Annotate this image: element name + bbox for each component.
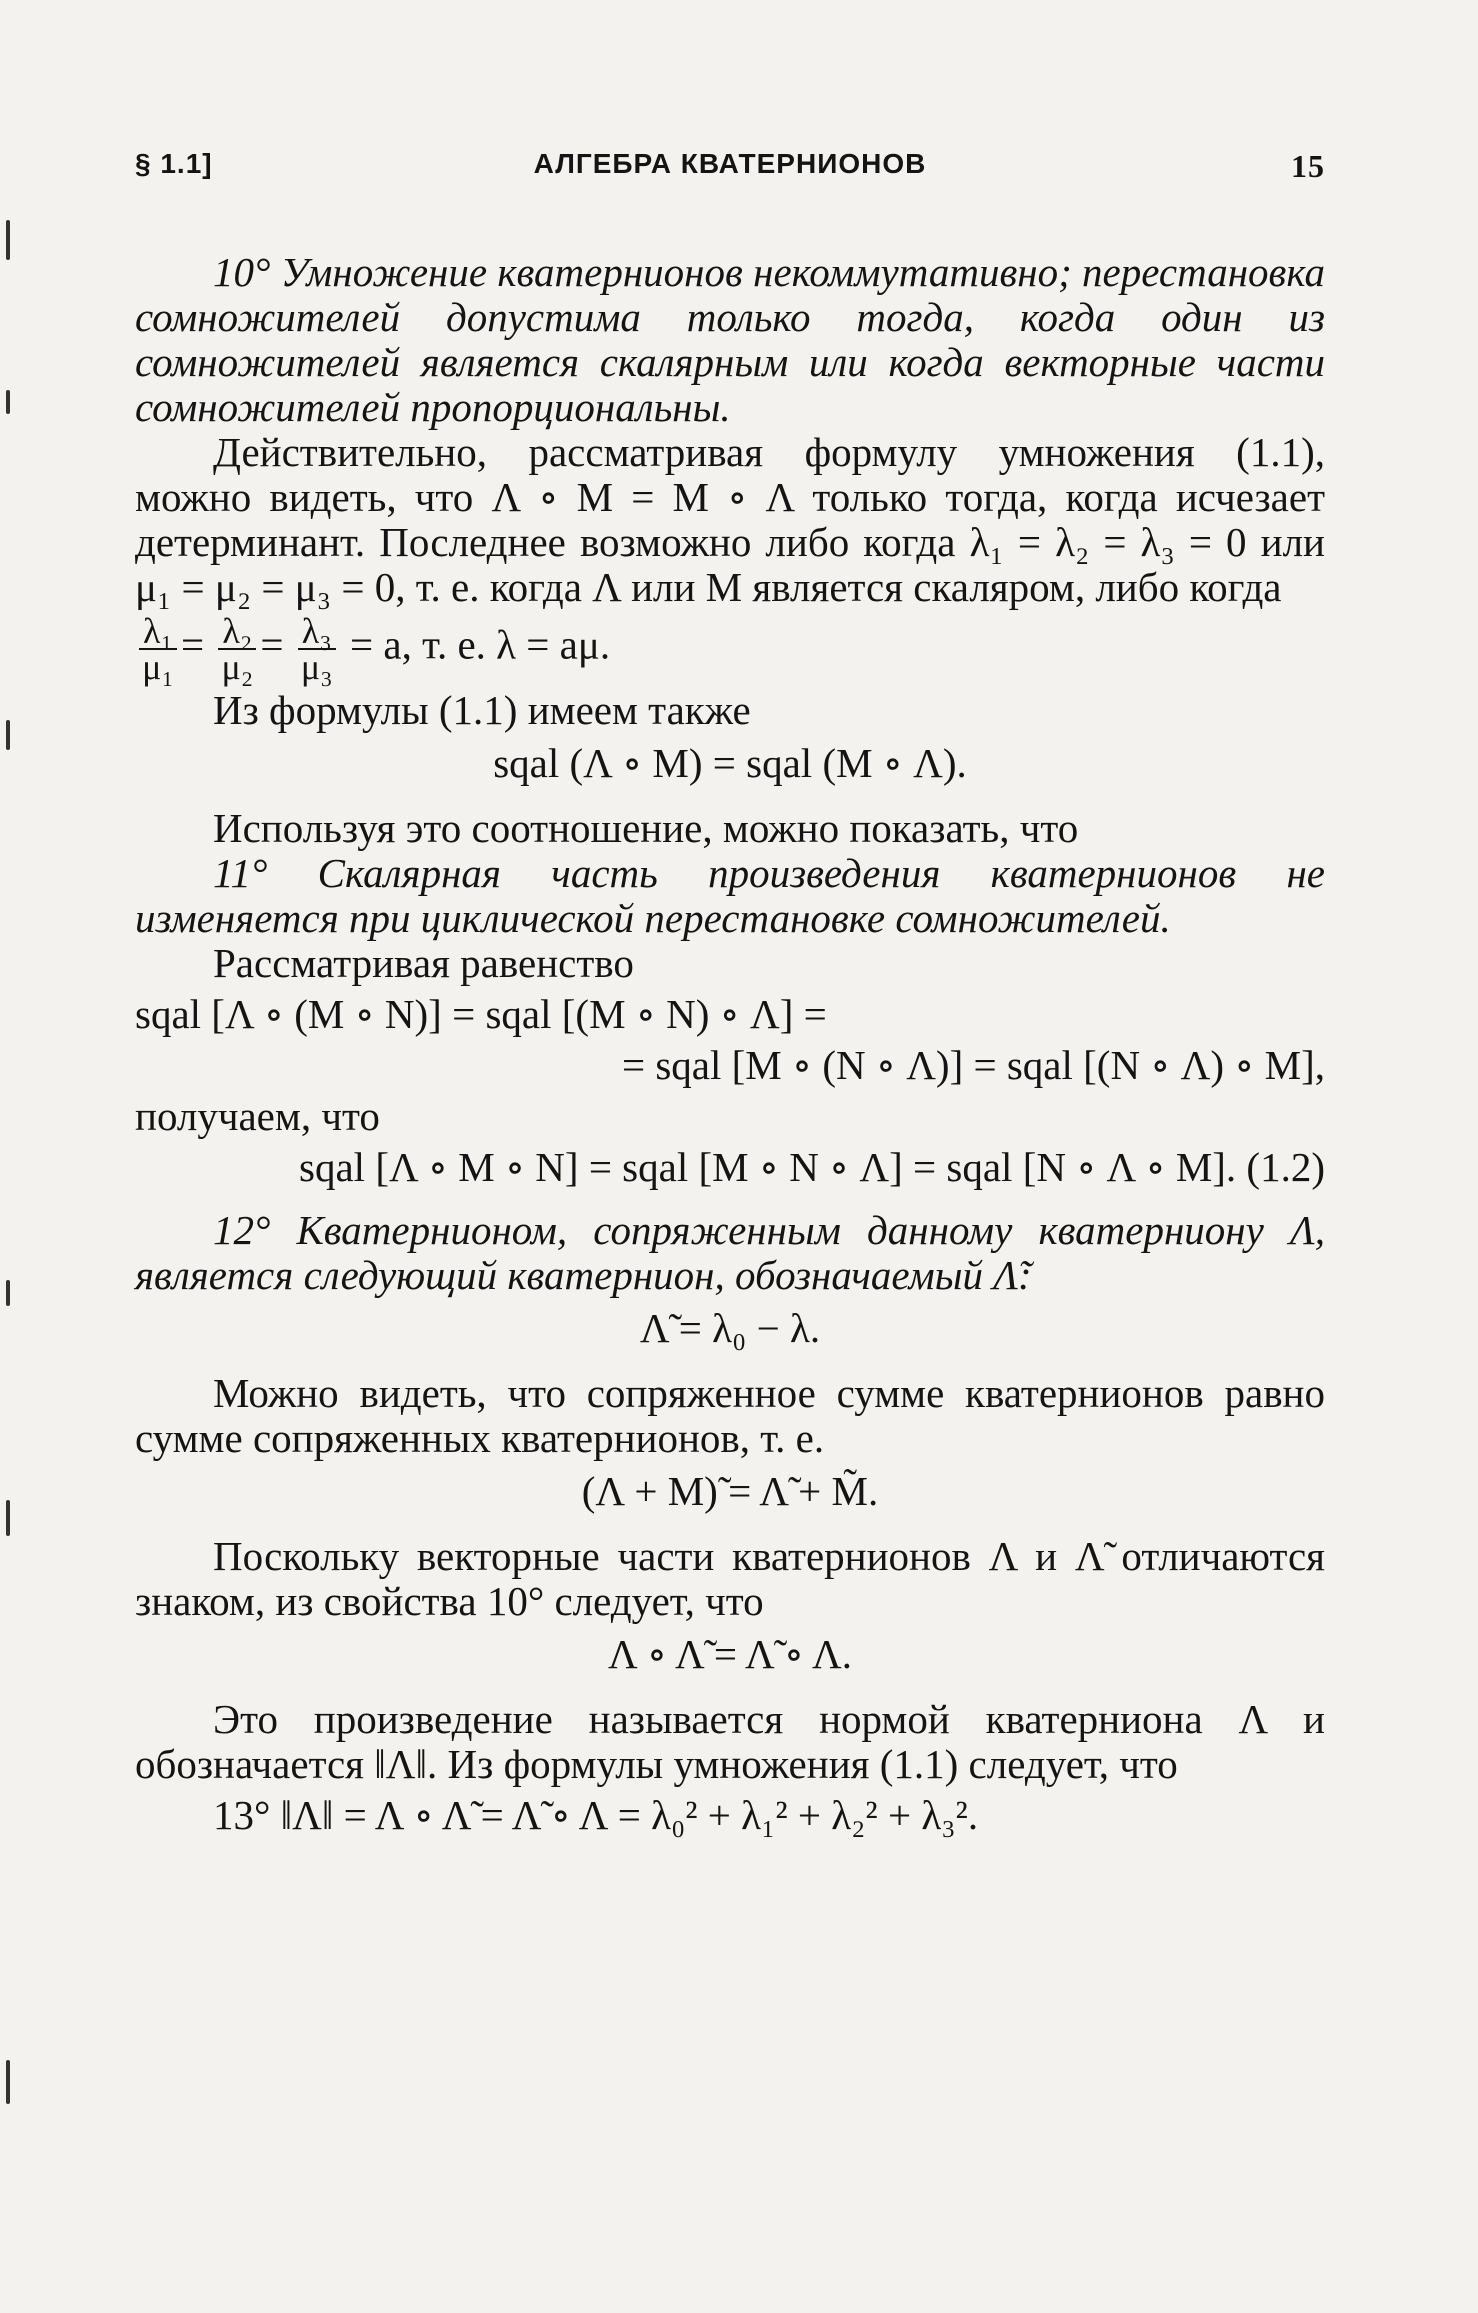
header-title: АЛГЕБРА КВАТЕРНИОНОВ bbox=[533, 148, 927, 179]
paragraph-conjugate-sum: Можно видеть, что сопряженное сумме кватернионов равно сумме сопряженных кватернионов, т. е. bbox=[135, 1370, 1325, 1461]
margin-mark bbox=[6, 2060, 10, 2104]
page-number: 15 bbox=[1291, 148, 1325, 184]
paragraph-norm: Это произведение называется нормой кватерниона Λ и обозначается ‖Λ‖. Из формулы умножения (1.1) следует, что bbox=[135, 1696, 1325, 1787]
paragraph-we-get: получаем, что bbox=[135, 1093, 380, 1139]
property-12: 12° Кватернионом, сопряженным данному кватерниону Λ, является следующий кватернион, обозначаемый Λ̃: bbox=[135, 1207, 1325, 1298]
page-body bbox=[135, 250, 1325, 1844]
property-10: 10° Умножение кватернионов некоммутативно; перестановка сомножителей допустима только тогда, когда один из сомножителей является скалярным или когда векторные части сомножителей пропорциональны. bbox=[135, 249, 1325, 430]
paragraph-proof-10: Действительно, рассматривая формулу умножения (1.1), можно видеть, что Λ ∘ M = M ∘ Λ только тогда, когда исчезает детерминант. Последнее возможно либо когда λ₁ = λ₂ = λ₃ = 0 или μ₁ = μ₂ = μ₃ = 0, т. е. когда Λ или M является скаляром, либо когда bbox=[135, 429, 1325, 610]
paragraph-considering: Рассматривая равенство bbox=[213, 940, 634, 986]
equation-cyclic-line2: = sqal [M ∘ (N ∘ Λ)] = sqal [(N ∘ Λ) ∘ M], bbox=[621, 1042, 1325, 1088]
equation-conjugate: Λ̃ = λ₀ − λ. bbox=[639, 1305, 821, 1351]
margin-mark bbox=[6, 390, 10, 414]
equation-cyclic-line1: sqal [Λ ∘ (M ∘ N)] = sqal [(M ∘ N) ∘ Λ] = bbox=[135, 991, 827, 1037]
book-page bbox=[135, 0, 1325, 2313]
paragraph-from-formula: Из формулы (1.1) имеем также bbox=[213, 687, 751, 733]
ratio-formula: $\frac{\text{λ₁}}{\text{μ₁}}$ = $\frac{\text{λ₂}}{\text{μ₂}}$ = $\frac{\text{λ₃}}{\text{μ₃}}$ = a, т. е. λ = aμ. bbox=[135, 614, 1325, 684]
equation-conjugate-sum: (Λ + M)̃ = Λ̃ + M̃. bbox=[581, 1468, 879, 1514]
paragraph-vector-parts: Поскольку векторные части кватернионов Λ и Λ̃ отличаются знаком, из свойства 10° следует, что bbox=[135, 1533, 1325, 1624]
margin-mark bbox=[6, 1500, 10, 1536]
equation-sqal-commute: sqal (Λ ∘ M) = sqal (M ∘ Λ). bbox=[493, 740, 967, 786]
property-13-norm: 13° ‖Λ‖ = Λ ∘ Λ̃ = Λ̃ ∘ Λ = λ₀² + λ₁² + λ₂² + λ₃². bbox=[213, 1792, 979, 1838]
paragraph-using-relation: Используя это соотношение, можно показать, что bbox=[213, 805, 1079, 851]
fraction-3: $\frac{\text{λ₃}}{\text{μ₃}}$ bbox=[298, 614, 336, 684]
margin-mark bbox=[6, 720, 10, 750]
property-11: 11° Скалярная часть произведения кватернионов не изменяется при циклической перестановке сомножителей. bbox=[135, 850, 1325, 941]
equation-commute-conjugate: Λ ∘ Λ̃ = Λ̃ ∘ Λ. bbox=[607, 1631, 853, 1677]
margin-mark bbox=[6, 1280, 10, 1306]
margin-mark bbox=[6, 220, 10, 260]
section-ref: § 1.1] bbox=[135, 148, 213, 179]
fraction-1: $\frac{\text{λ₁}}{\text{μ₁}}$ bbox=[139, 614, 177, 684]
ratio-tail: = a, т. е. λ = aμ. bbox=[350, 621, 611, 668]
equation-1-2: sqal [Λ ∘ M ∘ N] = sqal [M ∘ N ∘ Λ] = sqal [N ∘ Λ ∘ M]. (1.2) bbox=[299, 1144, 1325, 1190]
running-header bbox=[135, 148, 1325, 188]
fraction-2: $\frac{\text{λ₂}}{\text{μ₂}}$ bbox=[218, 614, 256, 684]
